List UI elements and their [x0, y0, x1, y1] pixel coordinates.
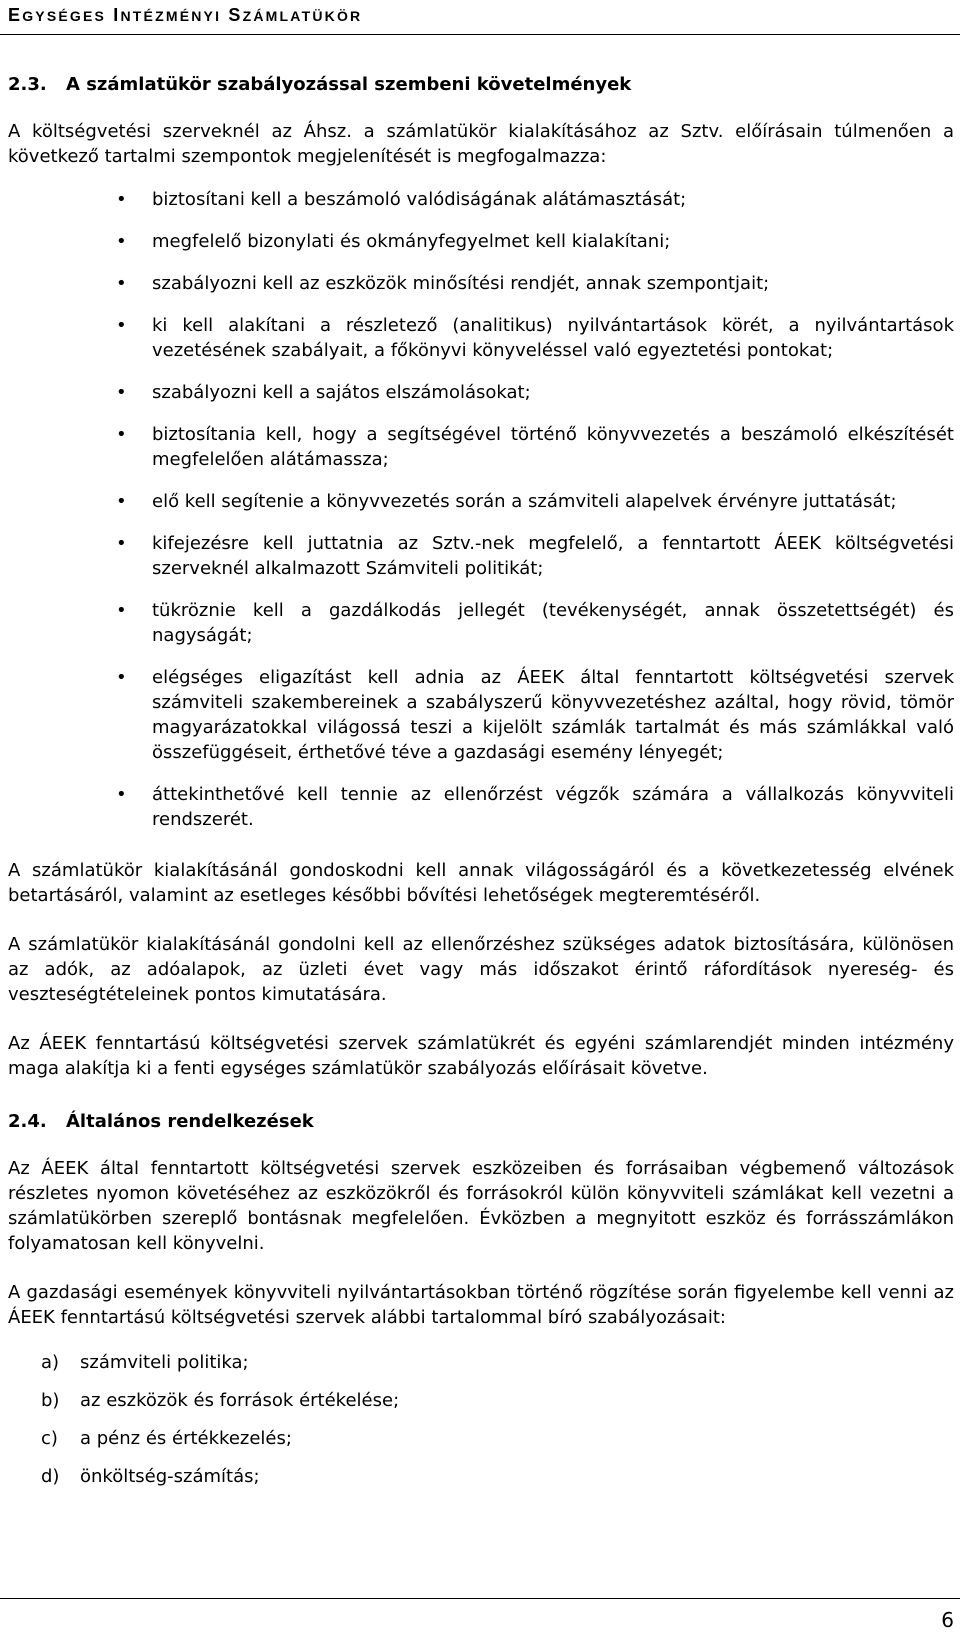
bullet-icon: • [116, 533, 127, 554]
body-paragraph: Az ÁEEK fenntartású költségvetési szervek számlatükrét és egyéni számlarendjét minden intézmény maga alakítja ki a fenti egységes számlatükör szabályozás előírásait követve. [8, 1033, 954, 1079]
list-item: b) az eszközök és források értékelése; [41, 1390, 400, 1411]
list-item: • elő kell segítenie a könyvvezetés során a számviteli alapelvek érvényre juttatását; [116, 491, 897, 512]
section-number: 2.3. [8, 74, 47, 95]
footer-rule [0, 1598, 960, 1599]
bullet-icon: • [116, 424, 127, 445]
list-item: • tükröznie kell a gazdálkodás jellegét (tevékenységét, annak összetettségét) és nagyságát; [116, 600, 954, 646]
bullet-icon: • [116, 491, 127, 512]
body-paragraph: A számlatükör kialakításánál gondolni kell az ellenőrzéshez szükséges adatok biztosítására, különösen az adók, az adóalapok, az üzleti évet vagy más időszakot érintő ráfordítások nyereség- és veszteségtételeinek pontos kimutatására. [8, 934, 954, 1005]
bullet-icon: • [116, 667, 127, 688]
list-item: • áttekinthetővé kell tennie az ellenőrzést végzők számára a vállalkozás könyvviteli rendszerét. [116, 784, 954, 830]
section-title: Általános rendelkezések [66, 1111, 314, 1132]
list-item: • biztosítani kell a beszámoló valódiságának alátámasztását; [116, 189, 687, 210]
bullet-icon: • [116, 784, 127, 805]
section-title: A számlatükör szabályozással szembeni követelmények [66, 74, 632, 95]
body-paragraph: Az ÁEEK által fenntartott költségvetési szervek eszközeiben és forrásaiban végbemenő változások részletes nyomon követéséhez az eszközökről és forrásokról külön könyvviteli számlákat kell vezetni a számlatükörben szereplő bontásnak megfelelően. Évközben a megnyitott eszköz és forrásszámlákon folyamatosan kell könyvelni. [8, 1158, 954, 1254]
header-word-2: INTÉZMÉNYI [113, 5, 222, 25]
section-heading-2-4 [8, 1109, 954, 1134]
bullet-icon: • [116, 600, 127, 621]
list-item: • kifejezésre kell juttatnia az Sztv.-nek megfelelő, a fenntartott ÁEEK költségvetési szerveknél alkalmazott Számviteli politikát; [116, 533, 954, 579]
section-number: 2.4. [8, 1111, 47, 1132]
list-item: a) számviteli politika; [41, 1352, 249, 1373]
requirements-list [8, 187, 954, 832]
header-word-3: SZÁMLATÜKÖR [228, 5, 363, 25]
bullet-icon: • [116, 189, 127, 210]
main-content [8, 72, 954, 1502]
bullet-icon: • [116, 273, 127, 294]
intro-paragraph: A költségvetési szerveknél az Áhsz. a számlatükör kialakításához az Sztv. előírásain túlmenően a következő tartalmi szempontok megjelenítését is megfogalmazza: [8, 121, 954, 167]
list-marker: d) [41, 1466, 60, 1487]
list-item: • megfelelő bizonylati és okmányfegyelmet kell kialakítani; [116, 231, 671, 252]
list-marker: c) [41, 1428, 58, 1449]
body-paragraph: A gazdasági események könyvviteli nyilvántartásokban történő rögzítése során figyelembe kell venni az ÁEEK fenntartású költségvetési szervek alábbi tartalommal bíró szabályozásait: [8, 1282, 954, 1328]
list-item: d) önköltség-számítás; [41, 1466, 260, 1487]
bullet-icon: • [116, 315, 127, 336]
header-rule [0, 34, 960, 35]
list-item: • szabályozni kell az eszközök minősítési rendjét, annak szempontjait; [116, 273, 770, 294]
bullet-icon: • [116, 382, 127, 403]
section-heading-2-3 [8, 72, 954, 97]
running-header [8, 0, 960, 30]
list-item: • szabályozni kell a sajátos elszámolásokat; [116, 382, 531, 403]
bullet-icon: • [116, 231, 127, 252]
list-marker: a) [41, 1352, 60, 1373]
list-item: • biztosítania kell, hogy a segítségével történő könyvvezetés a beszámoló elkészítését megfelelően alátámassza; [116, 424, 954, 470]
header-word-1: EGYSÉGES [8, 5, 107, 25]
page-number: 6 [941, 1608, 954, 1632]
list-item: • elégséges eligazítást kell adnia az ÁEEK által fenntartott költségvetési szervek számviteli szakembereinek a szabályszerű könyvvezetéshez azáltal, hogy rövid, tömör magyarázatokkal világossá teszi a kijelölt számlák tartalmát és más számlákkal való összefüggéseit, érthetővé téve a gazdasági esemény lényegét; [116, 667, 954, 763]
list-item: c) a pénz és értékkezelés; [41, 1428, 292, 1449]
regulations-list [8, 1350, 954, 1489]
body-paragraph: A számlatükör kialakításánál gondoskodni kell annak világosságáról és a következetesség elvének betartásáról, valamint az esetleges későbbi bővítési lehetőségek megteremtéséről. [8, 860, 954, 906]
list-marker: b) [41, 1390, 60, 1411]
list-item: • ki kell alakítani a részletező (analitikus) nyilvántartások körét, a nyilvántartások vezetésének szabályait, a főkönyvi könyveléssel való egyeztetési pontokat; [116, 315, 954, 361]
